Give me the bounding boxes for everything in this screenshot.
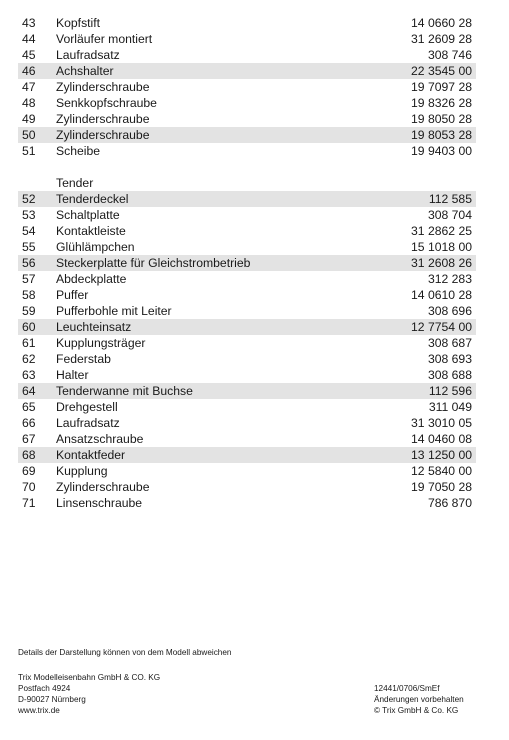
document-code: 12441/0706/SmEf [374, 684, 440, 693]
part-code: 786 870 [427, 496, 472, 510]
part-name: Zylinderschraube [56, 112, 150, 126]
part-name: Abdeckplatte [56, 272, 127, 286]
part-name: Senkkopfschraube [56, 96, 157, 110]
part-name: Achshalter [56, 64, 114, 78]
company-address [18, 672, 160, 716]
part-name: Vorläufer montiert [56, 32, 153, 46]
part-number: 64 [22, 384, 36, 398]
part-code: 19 7097 28 [411, 80, 472, 94]
part-code: 31 3010 05 [411, 416, 472, 430]
part-number: 43 [22, 16, 36, 30]
part-number: 58 [22, 288, 36, 302]
part-code: 19 8326 28 [411, 96, 472, 110]
disclaimer-text: Details der Darstellung können von dem Modell abweichen [18, 648, 232, 657]
part-number: 47 [22, 80, 36, 94]
part-code: 308 688 [427, 368, 472, 382]
tender-heading: Tender [56, 176, 94, 190]
part-name: Drehgestell [56, 400, 118, 414]
part-row [18, 447, 476, 463]
part-code: 311 049 [428, 400, 472, 414]
part-row [18, 207, 476, 223]
part-code: 308 696 [427, 304, 472, 318]
part-row [18, 255, 476, 271]
website: www.trix.de [18, 706, 60, 715]
part-code: 22 3545 00 [411, 64, 472, 78]
part-name: Pufferbohle mit Leiter [56, 304, 172, 318]
part-name: Kupplungsträger [56, 336, 146, 350]
part-name: Federstab [56, 352, 111, 366]
part-number: 50 [22, 128, 36, 142]
part-row [18, 495, 476, 511]
part-row [18, 479, 476, 495]
part-name: Kontaktfeder [56, 448, 126, 462]
part-row [18, 47, 476, 63]
city: D-90027 Nürnberg [18, 695, 86, 704]
part-name: Leuchteinsatz [56, 320, 132, 334]
part-row [18, 303, 476, 319]
part-code: 14 0610 28 [411, 288, 472, 302]
part-code: 112 596 [428, 384, 472, 398]
part-number: 71 [22, 496, 36, 510]
part-row [18, 191, 476, 207]
part-code: 31 2608 26 [411, 256, 472, 270]
part-row [18, 351, 476, 367]
part-row [18, 31, 476, 47]
part-code: 14 0660 28 [411, 16, 472, 30]
part-name: Ansatzschraube [56, 432, 144, 446]
part-row [18, 271, 476, 287]
part-row [18, 415, 476, 431]
part-row [18, 143, 476, 159]
part-code: 308 704 [427, 208, 472, 222]
part-number: 54 [22, 224, 36, 238]
part-name: Glühlämpchen [56, 240, 135, 254]
parts-list [18, 15, 476, 511]
part-number: 66 [22, 416, 36, 430]
part-number: 45 [22, 48, 36, 62]
tender-parts [18, 191, 476, 511]
part-code: 19 8050 28 [411, 112, 472, 126]
part-code: 312 283 [427, 272, 472, 286]
part-row [18, 79, 476, 95]
part-number: 55 [22, 240, 36, 254]
part-name: Steckerplatte für Gleichstrombetrieb [56, 256, 251, 270]
part-row [18, 463, 476, 479]
part-number: 61 [22, 336, 36, 350]
part-code: 308 693 [427, 352, 472, 366]
part-code: 13 1250 00 [411, 448, 472, 462]
part-row [18, 223, 476, 239]
part-code: 31 2862 25 [411, 224, 472, 238]
part-name: Tenderwanne mit Buchse [56, 384, 193, 398]
part-number: 68 [22, 448, 36, 462]
part-number: 63 [22, 368, 36, 382]
part-code: 12 7754 00 [411, 320, 472, 334]
part-number: 57 [22, 272, 36, 286]
part-name: Laufradsatz [56, 416, 120, 430]
part-row [18, 111, 476, 127]
part-row [18, 287, 476, 303]
part-name: Zylinderschraube [56, 128, 150, 142]
part-number: 65 [22, 400, 36, 414]
part-row [18, 335, 476, 351]
part-row [18, 127, 476, 143]
part-number: 69 [22, 464, 36, 478]
part-number: 52 [22, 192, 36, 206]
part-number: 59 [22, 304, 36, 318]
part-row [18, 431, 476, 447]
part-name: Zylinderschraube [56, 80, 150, 94]
part-number: 49 [22, 112, 36, 126]
part-name: Halter [56, 368, 89, 382]
part-name: Scheibe [56, 144, 101, 158]
copyright: © Trix GmbH & Co. KG [374, 706, 459, 715]
part-number: 51 [22, 144, 36, 158]
part-number: 56 [22, 256, 36, 270]
part-number: 44 [22, 32, 36, 46]
part-name: Kupplung [56, 464, 108, 478]
part-code: 112 585 [428, 192, 472, 206]
postbox: Postfach 4924 [18, 684, 71, 693]
part-row [18, 95, 476, 111]
company-name: Trix Modelleisenbahn GmbH & CO. KG [18, 673, 161, 682]
part-code: 19 7050 28 [411, 480, 472, 494]
part-row [18, 399, 476, 415]
list-spacer [18, 159, 476, 175]
part-name: Zylinderschraube [56, 480, 150, 494]
part-code: 15 1018 00 [411, 240, 472, 254]
part-code: 308 687 [427, 336, 472, 350]
part-name: Linsenschraube [56, 496, 143, 510]
part-row [18, 319, 476, 335]
part-name: Kopfstift [56, 16, 101, 30]
part-number: 53 [22, 208, 36, 222]
part-number: 48 [22, 96, 36, 110]
part-name: Kontaktleiste [56, 224, 126, 238]
part-code: 308 746 [427, 48, 472, 62]
part-number: 60 [22, 320, 36, 334]
part-row [18, 367, 476, 383]
part-code: 14 0460 08 [411, 432, 472, 446]
part-name: Laufradsatz [56, 48, 120, 62]
changes-notice: Änderungen vorbehalten [374, 695, 464, 704]
part-row [18, 63, 476, 79]
part-row [18, 239, 476, 255]
part-name: Puffer [56, 288, 89, 302]
part-number: 62 [22, 352, 36, 366]
part-name: Tenderdeckel [56, 192, 129, 206]
part-code: 19 9403 00 [411, 144, 472, 158]
part-number: 46 [22, 64, 36, 78]
part-code: 31 2609 28 [411, 32, 472, 46]
part-row [18, 15, 476, 31]
part-code: 19 8053 28 [411, 128, 472, 142]
document-info [374, 683, 464, 716]
locomotive-parts [18, 15, 476, 159]
part-code: 12 5840 00 [411, 464, 472, 478]
part-number: 67 [22, 432, 36, 446]
part-row [18, 383, 476, 399]
part-name: Schaltplatte [56, 208, 120, 222]
part-number: 70 [22, 480, 36, 494]
